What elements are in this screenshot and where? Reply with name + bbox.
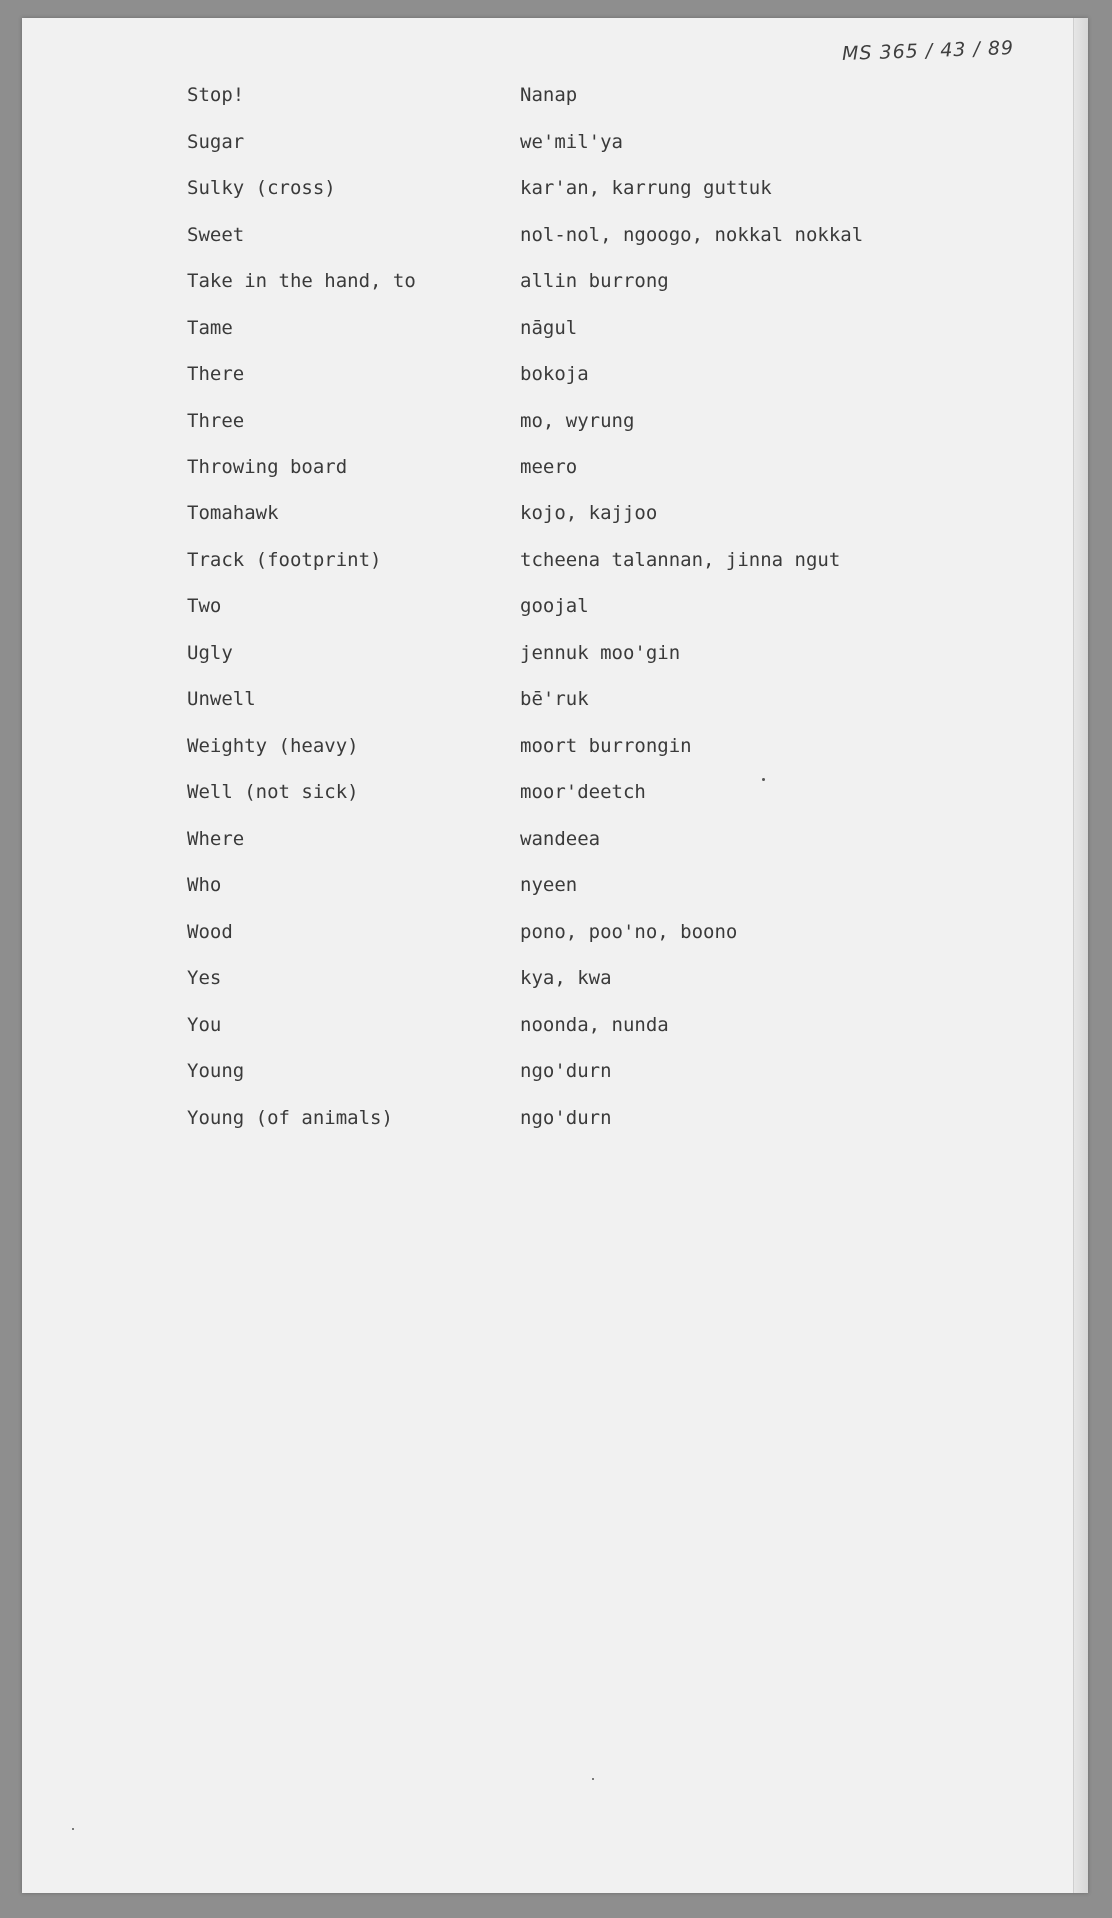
aboriginal-word: nyeen bbox=[520, 874, 578, 896]
english-word: Sugar bbox=[187, 131, 245, 153]
aboriginal-word: kya, kwa bbox=[520, 967, 612, 989]
english-word: Stop! bbox=[187, 84, 245, 106]
word-entry bbox=[22, 638, 1088, 668]
paper-speck bbox=[762, 778, 765, 781]
document-page bbox=[22, 18, 1088, 1893]
page-edge bbox=[1073, 18, 1088, 1893]
aboriginal-word: jennuk moo'gin bbox=[520, 642, 681, 664]
word-entry bbox=[22, 684, 1088, 714]
english-word: Who bbox=[187, 874, 222, 896]
aboriginal-word: pono, poo'no, boono bbox=[520, 921, 738, 943]
aboriginal-word: bē'ruk bbox=[520, 688, 589, 710]
word-entry bbox=[22, 498, 1088, 528]
aboriginal-word: ngo'durn bbox=[520, 1107, 612, 1129]
word-entry bbox=[22, 1103, 1088, 1133]
word-entry bbox=[22, 406, 1088, 436]
aboriginal-word: mo, wyrung bbox=[520, 410, 635, 432]
word-entry bbox=[22, 963, 1088, 993]
english-word: Where bbox=[187, 828, 245, 850]
english-word: Tomahawk bbox=[187, 502, 279, 524]
english-word: You bbox=[187, 1014, 222, 1036]
english-word: Two bbox=[187, 595, 222, 617]
english-word: Tame bbox=[187, 317, 233, 339]
english-word: Wood bbox=[187, 921, 233, 943]
word-entry bbox=[22, 870, 1088, 900]
english-word: Throwing board bbox=[187, 456, 348, 478]
aboriginal-word: Nanap bbox=[520, 84, 578, 106]
aboriginal-word: wandeea bbox=[520, 828, 601, 850]
english-word: Three bbox=[187, 410, 245, 432]
word-entry bbox=[22, 917, 1088, 947]
aboriginal-word: kar'an, karrung guttuk bbox=[520, 177, 772, 199]
aboriginal-word: allin burrong bbox=[520, 270, 669, 292]
word-entry bbox=[22, 591, 1088, 621]
aboriginal-word: kojo, kajjoo bbox=[520, 502, 658, 524]
english-word: Sulky (cross) bbox=[187, 177, 336, 199]
word-entry bbox=[22, 545, 1088, 575]
word-entry bbox=[22, 266, 1088, 296]
english-word: There bbox=[187, 363, 245, 385]
aboriginal-word: meero bbox=[520, 456, 578, 478]
word-entry bbox=[22, 313, 1088, 343]
manuscript-reference: MS 365 / 43 / 89 bbox=[841, 37, 1015, 65]
aboriginal-word: tcheena talannan, jinna ngut bbox=[520, 549, 841, 571]
word-entry bbox=[22, 220, 1088, 250]
english-word: Young bbox=[187, 1060, 245, 1082]
word-entry bbox=[22, 80, 1088, 110]
aboriginal-word: bokoja bbox=[520, 363, 589, 385]
paper-speck bbox=[592, 1778, 594, 1780]
aboriginal-word: nāgul bbox=[520, 317, 578, 339]
word-entry bbox=[22, 359, 1088, 389]
aboriginal-word: goojal bbox=[520, 595, 589, 617]
paper-speck bbox=[72, 1828, 74, 1830]
aboriginal-word: moort burrongin bbox=[520, 735, 692, 757]
aboriginal-word: we'mil'ya bbox=[520, 131, 623, 153]
aboriginal-word: ngo'durn bbox=[520, 1060, 612, 1082]
english-word: Take in the hand, to bbox=[187, 270, 416, 292]
english-word: Track (footprint) bbox=[187, 549, 382, 571]
word-entry bbox=[22, 824, 1088, 854]
aboriginal-word: nol-nol, ngoogo, nokkal nokkal bbox=[520, 224, 864, 246]
english-word: Well (not sick) bbox=[187, 781, 359, 803]
aboriginal-word: noonda, nunda bbox=[520, 1014, 669, 1036]
english-word: Weighty (heavy) bbox=[187, 735, 359, 757]
word-entry bbox=[22, 777, 1088, 807]
english-word: Young (of animals) bbox=[187, 1107, 393, 1129]
english-word: Sweet bbox=[187, 224, 245, 246]
aboriginal-word: moor'deetch bbox=[520, 781, 646, 803]
english-word: Yes bbox=[187, 967, 222, 989]
word-entry bbox=[22, 731, 1088, 761]
english-word: Unwell bbox=[187, 688, 256, 710]
word-entry bbox=[22, 1010, 1088, 1040]
word-entry bbox=[22, 452, 1088, 482]
english-word: Ugly bbox=[187, 642, 233, 664]
word-entry bbox=[22, 1056, 1088, 1086]
word-entry bbox=[22, 127, 1088, 157]
word-entry bbox=[22, 173, 1088, 203]
